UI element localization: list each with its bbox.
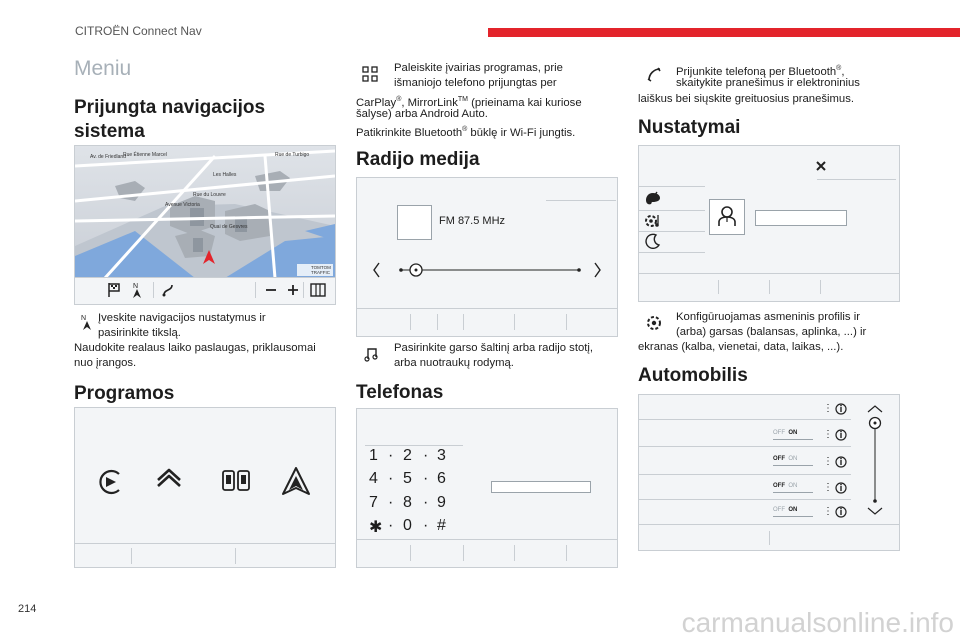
navigation-small-icon [80,313,92,331]
key-3[interactable]: 3 [437,447,446,464]
key-8[interactable]: 8 [403,494,412,511]
sound-settings-icon[interactable] [643,212,663,230]
key-2[interactable]: 2 [403,447,412,464]
radio-panel[interactable] [356,177,618,337]
vehicle-heading: Automobilis [638,365,748,386]
map-label: Rue du Louvre [193,192,226,198]
more-options-icon[interactable]: ⋮ [823,429,833,440]
key-4[interactable]: 4 [369,470,378,487]
info-icon[interactable] [835,429,847,441]
nav-desc-3: Naudokite realaus laiko paslaugas, priklausomai [74,342,316,354]
map-label: Avenue Victoria [165,202,200,208]
settings-gear-icon [645,314,663,332]
svg-text:N: N [133,283,139,290]
night-mode-icon[interactable] [645,233,661,249]
settings-heading: Nustatymai [638,117,741,138]
citroen-logo-icon[interactable] [155,466,183,498]
north-compass-icon[interactable] [131,281,143,299]
programs-panel[interactable] [74,407,336,568]
meniu-title: Meniu [74,57,132,80]
map-logo-text: TOMTOM [311,265,331,270]
toggle-switch-1[interactable] [773,430,813,439]
svg-text:N: N [81,315,87,322]
map-label: Rue de Turbigo [275,152,310,158]
station-artwork [397,205,432,240]
more-options-icon[interactable]: ⋮ [823,506,833,517]
music-note-icon [364,346,378,362]
programs-text-4: šalyse) arba Android Auto. [356,108,488,120]
key-separator: · [423,517,429,534]
toggle-off-label: OFF [773,507,785,513]
mirrorlink-icon[interactable] [221,468,251,496]
nav-desc-4: nuo įrangos. [74,357,137,369]
toggle-on-label: ON [788,483,798,489]
key-7[interactable]: 7 [369,494,378,511]
carplay-icon[interactable] [97,468,123,496]
key-9[interactable]: 9 [437,494,446,511]
radio-heading: Radijo medija [356,149,480,170]
zoom-out-icon[interactable] [265,284,277,296]
page-number: 214 [18,603,37,615]
zoom-in-icon[interactable] [287,284,299,296]
key-separator: · [388,494,394,511]
vehicle-panel[interactable] [638,394,900,551]
map-logo-text: TRAFFIC [311,270,330,275]
android-auto-icon[interactable] [281,466,311,498]
settings-desc-1: Konfigūruojamas asmeninis profilis ir [676,311,860,323]
phone-heading: Telefonas [356,382,444,403]
nav-desc-2: pasirinkite tikslą. [98,327,181,339]
apps-grid-icon [362,66,378,82]
info-icon[interactable] [835,456,847,468]
frequency-slider[interactable] [371,260,603,280]
settings-desc-2: (arba) garsas (balansas, aplinka, ...) ir [676,326,867,338]
color-palette-icon[interactable] [645,191,661,207]
programs-heading: Programos [74,383,175,404]
number-input-field[interactable] [491,481,591,493]
programs-text-2: išmaniojo telefono prijungtas per [394,77,557,89]
nav-map[interactable] [75,146,335,304]
destination-flag-icon[interactable] [107,282,121,298]
watermark: carmanualsonline.info [681,607,954,638]
toggle-switch-2[interactable] [773,456,813,465]
profile-name-field[interactable] [755,210,847,226]
toggle-on-label: ON [788,507,798,513]
key-5[interactable]: 5 [403,470,412,487]
map-label: Les Halles [213,172,237,178]
header-red-bar [488,28,960,37]
key-separator: · [388,470,394,487]
next-station-icon [595,263,600,277]
info-icon[interactable] [835,506,847,518]
phone-handset-icon [646,66,662,82]
key-hash[interactable]: # [437,517,446,534]
radio-desc-1: Pasirinkite garso šaltinį arba radijo stotį, [394,342,594,354]
close-icon[interactable] [815,160,827,172]
toggle-switch-4[interactable] [773,507,813,516]
key-0[interactable]: 0 [403,517,412,534]
toggle-off-label: OFF [773,430,785,436]
map-label: Rue Étienne Marcel [123,152,167,158]
nav-map-panel[interactable] [74,145,336,305]
key-separator: · [388,447,394,464]
phone-panel[interactable] [356,408,618,568]
toggle-switch-3[interactable] [773,483,813,492]
nav-desc-1: Įveskite navigacijos nustatymus ir [98,312,266,324]
programs-text-1: Paleiskite įvairias programas, prie [394,62,563,74]
scroll-down-icon [868,508,882,514]
key-separator: · [423,470,429,487]
info-icon[interactable] [835,482,847,494]
programs-text-3: CarPlay®, MirrorLink™ (prieinama kai kuriose [356,96,582,109]
profile-tile[interactable] [709,199,745,235]
key-separator: · [423,494,429,511]
settings-panel[interactable] [638,145,900,302]
map-label: Quai de Gesvres [210,224,248,230]
route-icon[interactable] [161,283,175,297]
more-options-icon[interactable]: ⋮ [823,482,833,493]
map-view-icon[interactable] [310,282,326,298]
key-separator: · [423,447,429,464]
key-separator: · [388,517,394,534]
key-1[interactable]: 1 [369,447,378,464]
toggle-on-label: ON [788,456,798,462]
nav-heading: Prijungta navigacijos sistema [74,97,266,142]
more-options-icon[interactable]: ⋮ [823,456,833,467]
radio-desc-2: arba nuotraukų rodymą. [394,357,514,369]
running-header: CITROËN Connect Nav [75,24,202,38]
phone-text-3: laiškus bei siųskite greituosius pranešimus. [638,93,854,105]
user-profile-icon [710,200,744,234]
more-options-icon[interactable]: ⋮ [823,403,833,414]
phone-text-2: skaitykite pranešimus ir elektroninius [676,77,860,89]
key-star[interactable]: ✱ [369,519,383,536]
key-6[interactable]: 6 [437,470,446,487]
programs-text-5: Patikrinkite Bluetooth® būklę ir Wi-Fi jungtis. [356,126,576,139]
toggle-off-label: OFF [773,483,785,489]
settings-desc-3: ekranas (kalba, vienetai, data, laikas, ...). [638,341,844,353]
map-label: Av. de Friedland [90,154,126,160]
station-frequency: FM 87.5 MHz [439,215,506,227]
vertical-scroll-slider[interactable] [865,405,885,515]
toggle-off-label: OFF [773,456,785,462]
phone-text-1: Prijunkite telefoną per Bluetooth®, [676,65,845,78]
previous-station-icon [374,263,379,277]
toggle-on-label: ON [788,430,798,436]
scroll-up-icon [868,406,882,412]
info-icon[interactable] [835,403,847,415]
